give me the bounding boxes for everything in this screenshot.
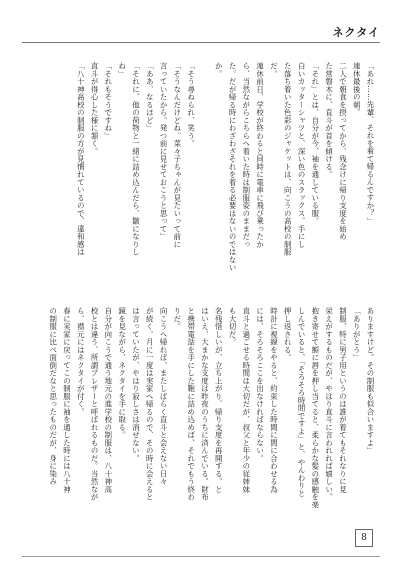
text-column: ありますけど。その制服も似合いますよ」: [366, 307, 375, 455]
text-column: 白いカッターシャツと、深い色のスラックス。手にし: [297, 62, 307, 248]
text-column: た常磐木に、直斗が首を傾ける。: [324, 62, 334, 179]
text-column: しんでいると、「そろそろ時間ですよ」と、やんわりと: [297, 307, 307, 498]
text-column: 直斗と過ごせる時間は大切だが、叔父と年少の従姉妹: [241, 307, 251, 493]
text-column: ら、当然ながらこちらへ着いた時は制服姿のままだっ: [241, 62, 251, 248]
text-column: だ。: [269, 62, 279, 78]
text-column: 鏡を見ながら、ネクタイを手に取る。: [117, 307, 127, 439]
text-column: 「ああ、なるほど」: [145, 62, 155, 132]
text-column: [201, 62, 208, 300]
text-column: 「そう尋ねられ、笑う。: [186, 62, 196, 148]
upper-text-block: [77, 62, 374, 300]
text-column: りだ。: [172, 307, 182, 331]
text-column: 「あれ……先輩、それを着て帰るんですか？」: [366, 62, 375, 225]
text-column: 「八十神高校の制服の方が見慣れているので、違和感は: [76, 62, 86, 256]
text-column: 連休前日、学校が終わると同時に電車に飛び乗ったか: [255, 62, 265, 248]
footer-rule: [22, 556, 380, 557]
text-column: 自分が向こうで通う地元の進学校の制服は、八十神高: [103, 307, 113, 493]
text-column: 抱き寄せて額に唇を押し当てると、柔らかな髪の感触を楽: [310, 307, 320, 509]
text-column: 制服、特に男子用というのは誰が着てもそれなりに見: [338, 307, 348, 493]
text-column: た。だが帰る時にわざわざそれを着る必要はないのではない: [228, 62, 238, 272]
text-column: の制服に比べ面倒だなと思ったものだが、身に染み: [48, 307, 58, 486]
text-column: か。: [214, 62, 224, 78]
page-number-box: [355, 529, 373, 547]
text-column: 「そうなんだけどね。菜々子ちゃんが見たいって前に: [172, 62, 182, 248]
text-column: ら、襟元にはネクタイが付く。: [76, 307, 86, 416]
text-column: 押し返される。: [283, 307, 293, 362]
text-column: は言っていたが、やはり寂しさは消せない。: [131, 307, 141, 462]
text-column: も大切だ。: [228, 307, 238, 346]
text-column: 向こうへ帰れば、またしばらく直斗と会えない日々: [159, 307, 169, 486]
text-column: 二人で朝食を摂ってから、残念けに帰り支度を始め: [338, 62, 348, 241]
text-column: ね」: [117, 62, 127, 78]
text-column: 直斗が得心した様に頷く。: [90, 62, 100, 155]
lower-text-block: [49, 307, 374, 537]
text-column: 言っていたから。発つ前に見せておこうと思って」: [159, 62, 169, 241]
text-column: 「それ」とは、自分が今、袖を通している服。: [310, 62, 320, 225]
text-column: た落ち着いた色彩のジャケットは、向こうの高校の制服: [283, 62, 293, 256]
text-column: には、そろそろここを出なければならない。: [255, 307, 265, 462]
text-column: 春に実家に戻ってこの制服に袖を通した時には八十神: [62, 307, 72, 493]
page-number: 8: [361, 533, 367, 543]
text-column: 「それに、他の荷物と一緒に詰め込んだら、皺になりし: [131, 62, 141, 256]
text-column: はいえ、大まかな支度は昨夜のうちに済んでいる。財布: [200, 307, 210, 501]
text-column: 「ありがとう」: [352, 307, 362, 362]
text-column: が続く。月に一度は実家へ帰るので、その時に会えると: [145, 307, 155, 501]
header-rule: [22, 42, 380, 43]
page-header-title: ネクタイ: [332, 26, 380, 39]
text-column: 校とは違う、所謂ブレザーと呼ばれるものだ。当然なが: [90, 307, 100, 501]
text-column: 栄えがするものだが、やはり直斗に言われれば嬉しい。: [324, 307, 334, 501]
text-column: 「それもそうですね」: [103, 62, 113, 140]
text-column: 時計に視線をやると、約束した時間に間に合わせる為: [269, 307, 279, 493]
text-column: と携帯電話を手にした鞄に詰め込めば、それでもう終わ: [186, 307, 196, 501]
text-column: 名残惜しいが、立ち上がり、帰り支度を再開する。と: [214, 307, 224, 493]
text-column: 連休最後の朝。: [352, 62, 362, 117]
